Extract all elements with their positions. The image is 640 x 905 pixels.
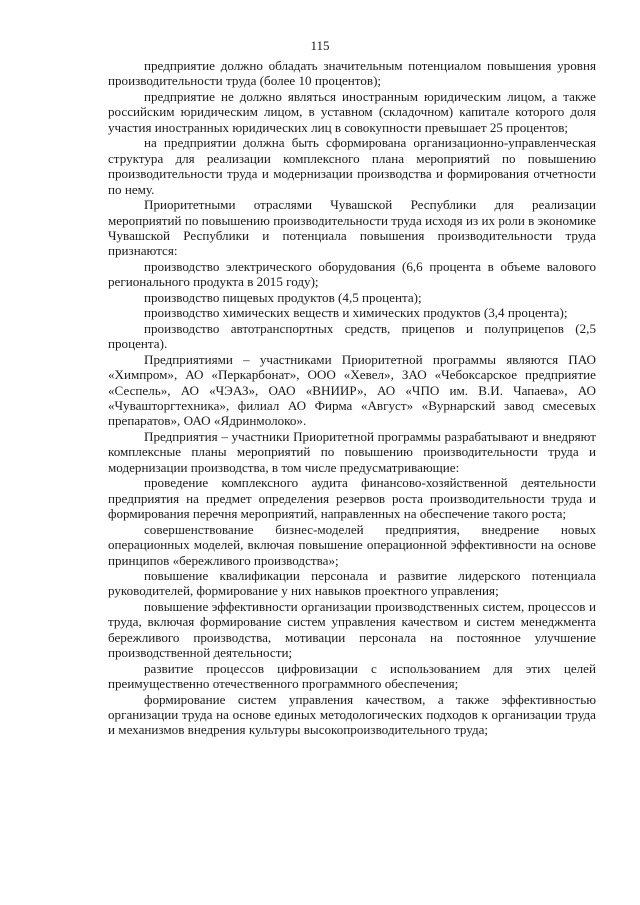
paragraph: производство химических веществ и химических продуктов (3,4 процента);	[144, 305, 568, 321]
page-number: 115	[310, 38, 330, 53]
paragraph: проведение комплексного аудита финансово-хозяйственной деятельности предприятия на предмет определения резервов роста производительности труда и формирования перечня мероприятий, направленных на обеспечение такого роста;	[108, 475, 596, 522]
paragraph: развитие процессов цифровизации с использованием для этих целей преимущественно отечественного программного обеспечения;	[108, 660, 596, 692]
paragraph: совершенствование бизнес-моделей предприятия, внедрение новых операционных моделей, включая повышение операционной эффективности на основе принципов «бережливого производства»;	[108, 521, 596, 568]
paragraph: Предприятия – участники Приоритетной программы разрабатывают и внедряют комплексные планы мероприятий по повышению производительности труда и модернизации производства, в том числе предусматривающие:	[108, 428, 596, 475]
paragraph: Предприятиями – участниками Приоритетной программы являются ПАО «Химпром», АО «Перкарбонат», ООО «Хевел», ЗАО «Чебоксарское предприятие «Сеспель», АО «ЧЭАЗ», ОАО «ВНИИР», АО «ЧПО им. В.И. Чапаева», АО «Чувашторгтехника», филиал АО Фирма «Август» «Вурнарский завод смесевых препаратов», ОАО «Ядринмолоко».	[108, 351, 596, 429]
paragraph: предприятие должно обладать значительным потенциалом повышения уровня производительности труда (более 10 процентов);	[108, 58, 596, 89]
paragraph: производство автотранспортных средств, прицепов и полуприцепов (2,5 процента).	[108, 320, 596, 352]
paragraph: повышение эффективности организации производственных систем, процессов и труда, включая формирование систем управления качеством и систем менеджмента бережливого производства, мотивации персонала на постоянное улучшение производственной деятельности;	[108, 598, 596, 661]
paragraph: Приоритетными отраслями Чувашской Республики для реализации мероприятий по повышению производительности труда исходя из их роли в экономике Чувашской Республики и потенциала повышения производительности труда признаются:	[108, 197, 596, 259]
paragraph: производство электрического оборудования (6,6 процента в объеме валового регионального продукта в 2015 году);	[108, 258, 596, 290]
paragraph: производство пищевых продуктов (4,5 процента);	[144, 289, 422, 305]
paragraph: на предприятии должна быть сформирована организационно-управленческая структура для реализации комплексного плана мероприятий по повышению производительности труда и модернизации производства и формирования отчетности по нему.	[108, 135, 596, 197]
paragraph: формирование систем управления качеством, а также эффективностью организации труда на основе единых методологических подходов к организации труда и механизмов внедрения культуры высокопроизводительного труда;	[108, 691, 596, 738]
document-body	[108, 58, 596, 738]
paragraph: предприятие не должно являться иностранным юридическим лицом, а также российским юридическим лицом, в уставном (складочном) капитале которого доля участия иностранных юридических лиц в совокупности превышает 25 процентов;	[108, 88, 596, 135]
paragraph: повышение квалификации персонала и развитие лидерского потенциала руководителей, формирование у них навыков проектного управления;	[108, 567, 596, 599]
